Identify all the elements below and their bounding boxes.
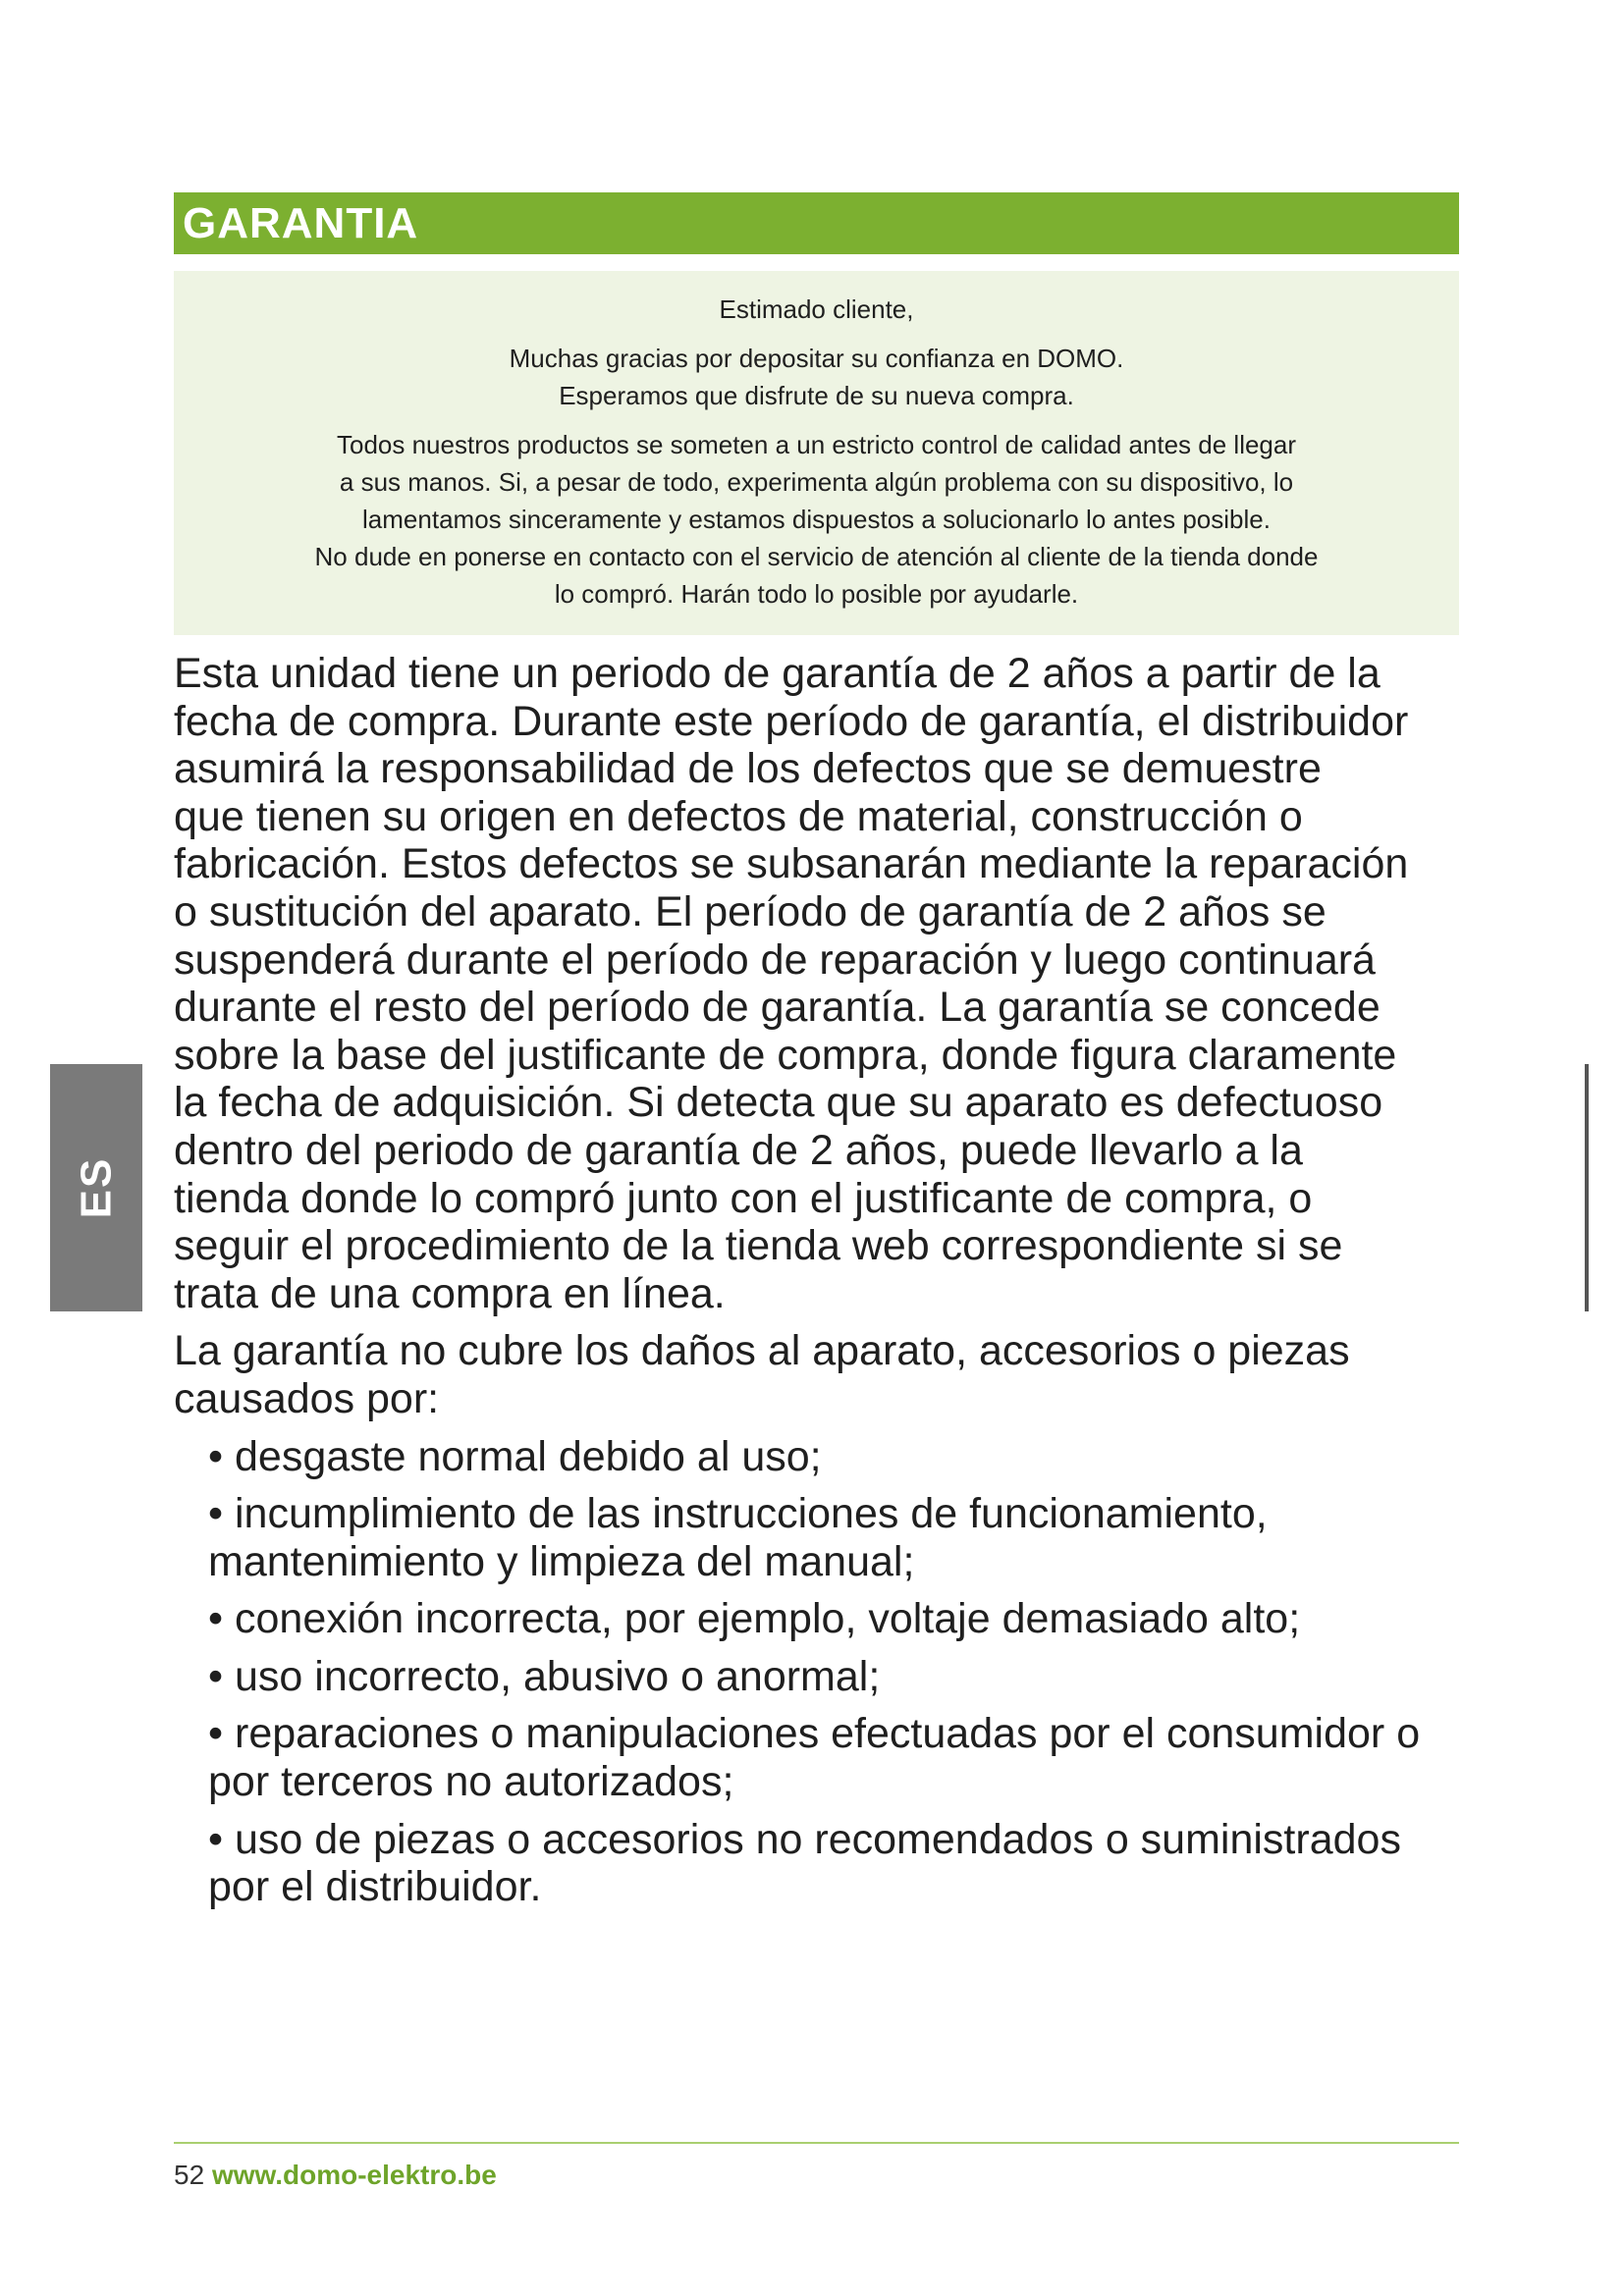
exclusion-item <box>208 1595 1470 1643</box>
exclusions-list <box>174 1433 1470 1911</box>
intro-greeting: Estimado cliente, <box>719 294 914 324</box>
website-link[interactable]: www.domo-elektro.be <box>211 2160 497 2190</box>
intro-quality-line: No dude en ponerse en contacto con el servicio de atención al cliente de la tienda donde <box>314 542 1319 571</box>
exclusion-item <box>208 1490 1470 1585</box>
exclusion-item <box>208 1433 1470 1481</box>
exclusions-intro <box>174 1327 1470 1422</box>
warranty-line: que tienen su origen en defectos de material, construcción o <box>174 792 1303 840</box>
exclusion-line: • uso incorrecto, abusivo o anormal; <box>208 1652 881 1700</box>
exclusion-item <box>208 1653 1470 1701</box>
page-number: 52 <box>174 2160 205 2190</box>
page-edge-marker <box>1585 1064 1589 1311</box>
warranty-line: asumirá la responsabilidad de los defectos que se demuestre <box>174 745 1322 793</box>
language-tab-label: ES <box>71 1156 120 1219</box>
exclusion-line: • uso de piezas o accesorios no recomendados o suministrados <box>208 1815 1401 1863</box>
exclusion-line: por terceros no autorizados; <box>208 1758 734 1806</box>
warranty-line: fabricación. Estos defectos se subsanarán mediante la reparación <box>174 840 1409 888</box>
warranty-line: trata de una compra en línea. <box>174 1269 726 1317</box>
warranty-paragraph <box>174 650 1470 1317</box>
warranty-line: la fecha de adquisición. Si detecta que su aparato es defectuoso <box>174 1079 1383 1127</box>
exclusion-item <box>208 1710 1470 1805</box>
intro-quality <box>174 426 1459 613</box>
warranty-line: tienda donde lo compró junto con el justificante de compra, o <box>174 1174 1313 1222</box>
intro-thanks-line: Esperamos que disfrute de su nueva compra. <box>559 381 1074 410</box>
exclusion-item <box>208 1816 1470 1911</box>
exclusion-line: mantenimiento y limpieza del manual; <box>208 1537 915 1585</box>
exclusion-line: por el distribuidor. <box>208 1863 542 1911</box>
warranty-line: sobre la base del justificante de compra, donde figura claramente <box>174 1031 1397 1079</box>
warranty-line: suspenderá durante el período de reparación y luego continuará <box>174 935 1376 984</box>
section-title: GARANTIA <box>183 198 419 247</box>
exclusion-line: • desgaste normal debido al uso; <box>208 1432 822 1480</box>
intro-quality-line: lamentamos sinceramente y estamos dispuestos a solucionarlo lo antes posible. <box>362 505 1271 534</box>
warranty-line: durante el resto del período de garantía. La garantía se concede <box>174 984 1380 1032</box>
intro-thanks <box>174 340 1459 414</box>
intro-quality-line: lo compró. Harán todo lo posible por ayudarle. <box>554 579 1079 609</box>
intro-quality-line: Todos nuestros productos se someten a un estricto control de calidad antes de llegar <box>336 430 1297 459</box>
page-footer <box>174 2160 497 2191</box>
intro-quality-line: a sus manos. Si, a pesar de todo, experimenta algún problema con su dispositivo, lo <box>339 467 1294 497</box>
intro-thanks-line: Muchas gracias por depositar su confianza en DOMO. <box>509 344 1124 373</box>
warranty-line: o sustitución del aparato. El período de garantía de 2 años se <box>174 887 1326 935</box>
warranty-body <box>174 650 1470 1921</box>
exclusion-line: • reparaciones o manipulaciones efectuadas por el consumidor o <box>208 1710 1421 1758</box>
exclusions-intro-line: causados por: <box>174 1374 440 1422</box>
warranty-line: fecha de compra. Durante este período de garantía, el distribuidor <box>174 697 1409 745</box>
footer-divider <box>174 2142 1459 2144</box>
warranty-line: Esta unidad tiene un periodo de garantía de 2 años a partir de la <box>174 650 1380 697</box>
exclusions-intro-line: La garantía no cubre los daños al aparato, accesorios o piezas <box>174 1327 1350 1375</box>
warranty-line: seguir el procedimiento de la tienda web correspondiente si se <box>174 1222 1343 1270</box>
language-tab <box>50 1064 142 1311</box>
warranty-line: dentro del periodo de garantía de 2 años, puede llevarlo a la <box>174 1126 1303 1174</box>
section-header <box>174 192 1459 254</box>
exclusion-line: • incumplimiento de las instrucciones de funcionamiento, <box>208 1490 1268 1538</box>
intro-box <box>174 271 1459 635</box>
exclusion-line: • conexión incorrecta, por ejemplo, voltaje demasiado alto; <box>208 1595 1301 1643</box>
